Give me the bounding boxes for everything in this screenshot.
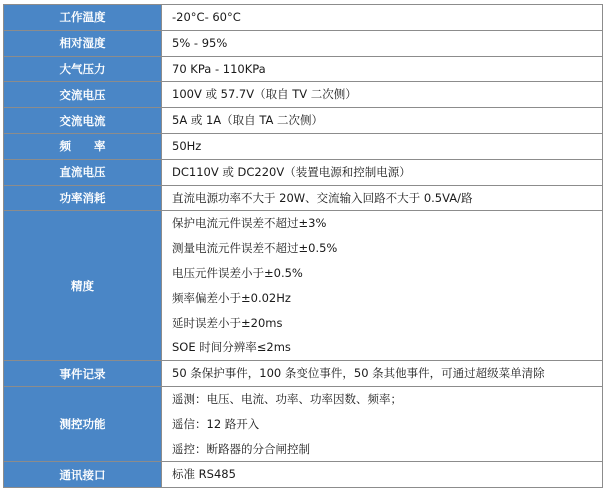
table-row [4,159,603,185]
row-label-frequency: 频 率 [4,133,162,159]
row-label-communication-interface: 通讯接口 [4,462,162,488]
spec-table [3,4,603,488]
row-value-dc-voltage [162,159,603,185]
table-row [4,108,603,134]
value-line: DC110V 或 DC220V（装置电源和控制电源） [172,164,411,179]
row-value-frequency [162,133,603,159]
value-line: 延时误差小于±20ms [172,315,283,330]
row-label-atmospheric-pressure: 大气压力 [4,56,162,82]
row-label-accuracy: 精度 [4,211,162,361]
row-label-event-record: 事件记录 [4,361,162,387]
table-row [4,361,603,387]
table-row [4,30,603,56]
row-value-communication-interface [162,462,603,488]
value-line: 遥信：12 路开入 [172,416,260,431]
row-label-ac-voltage: 交流电压 [4,82,162,108]
row-label-measurement-control: 测控功能 [4,386,162,461]
value-line: -20°C- 60°C [172,10,241,24]
value-line: 保护电流元件误差不超过±3% [172,216,327,231]
spec-table-body [4,5,603,488]
value-line: 100V 或 57.7V（取自 TV 二次侧） [172,87,357,102]
row-label-operating-temperature: 工作温度 [4,5,162,31]
value-line: 5A 或 1A（取自 TA 二次侧） [172,113,323,128]
table-row [4,82,603,108]
row-value-relative-humidity [162,30,603,56]
row-value-operating-temperature [162,5,603,31]
row-value-ac-current [162,108,603,134]
row-value-ac-voltage [162,82,603,108]
table-row [4,462,603,488]
row-label-relative-humidity: 相对湿度 [4,30,162,56]
table-row [4,5,603,31]
table-row [4,211,603,361]
value-line: 标准 RS485 [172,467,236,482]
row-value-power-consumption [162,185,603,211]
row-value-atmospheric-pressure [162,56,603,82]
value-line: SOE 时间分辨率≤2ms [172,340,291,355]
value-line: 频率偏差小于±0.02Hz [172,290,291,305]
value-line: 电压元件误差小于±0.5% [172,265,303,280]
row-value-measurement-control [162,386,603,461]
row-value-event-record [162,361,603,387]
table-row [4,133,603,159]
value-line: 遥测：电压、电流、功率、功率因数、频率； [172,391,402,406]
row-label-ac-current: 交流电流 [4,108,162,134]
row-label-dc-voltage: 直流电压 [4,159,162,185]
value-line: 测量电流元件误差不超过±0.5% [172,241,338,256]
row-label-power-consumption: 功率消耗 [4,185,162,211]
value-line: 70 KPa - 110KPa [172,61,266,76]
value-line: 50 条保护事件，100 条变位事件，50 条其他事件，可通过超级菜单清除 [172,366,545,381]
table-row [4,386,603,461]
value-line: 遥控：断路器的分合闸控制 [172,441,310,456]
value-line: 50Hz [172,138,202,153]
value-line: 直流电源功率不大于 20W、交流输入回路不大于 0.5VA/路 [172,190,473,205]
table-row [4,185,603,211]
row-value-accuracy [162,211,603,361]
value-line: 5% - 95% [172,35,228,50]
table-row [4,56,603,82]
